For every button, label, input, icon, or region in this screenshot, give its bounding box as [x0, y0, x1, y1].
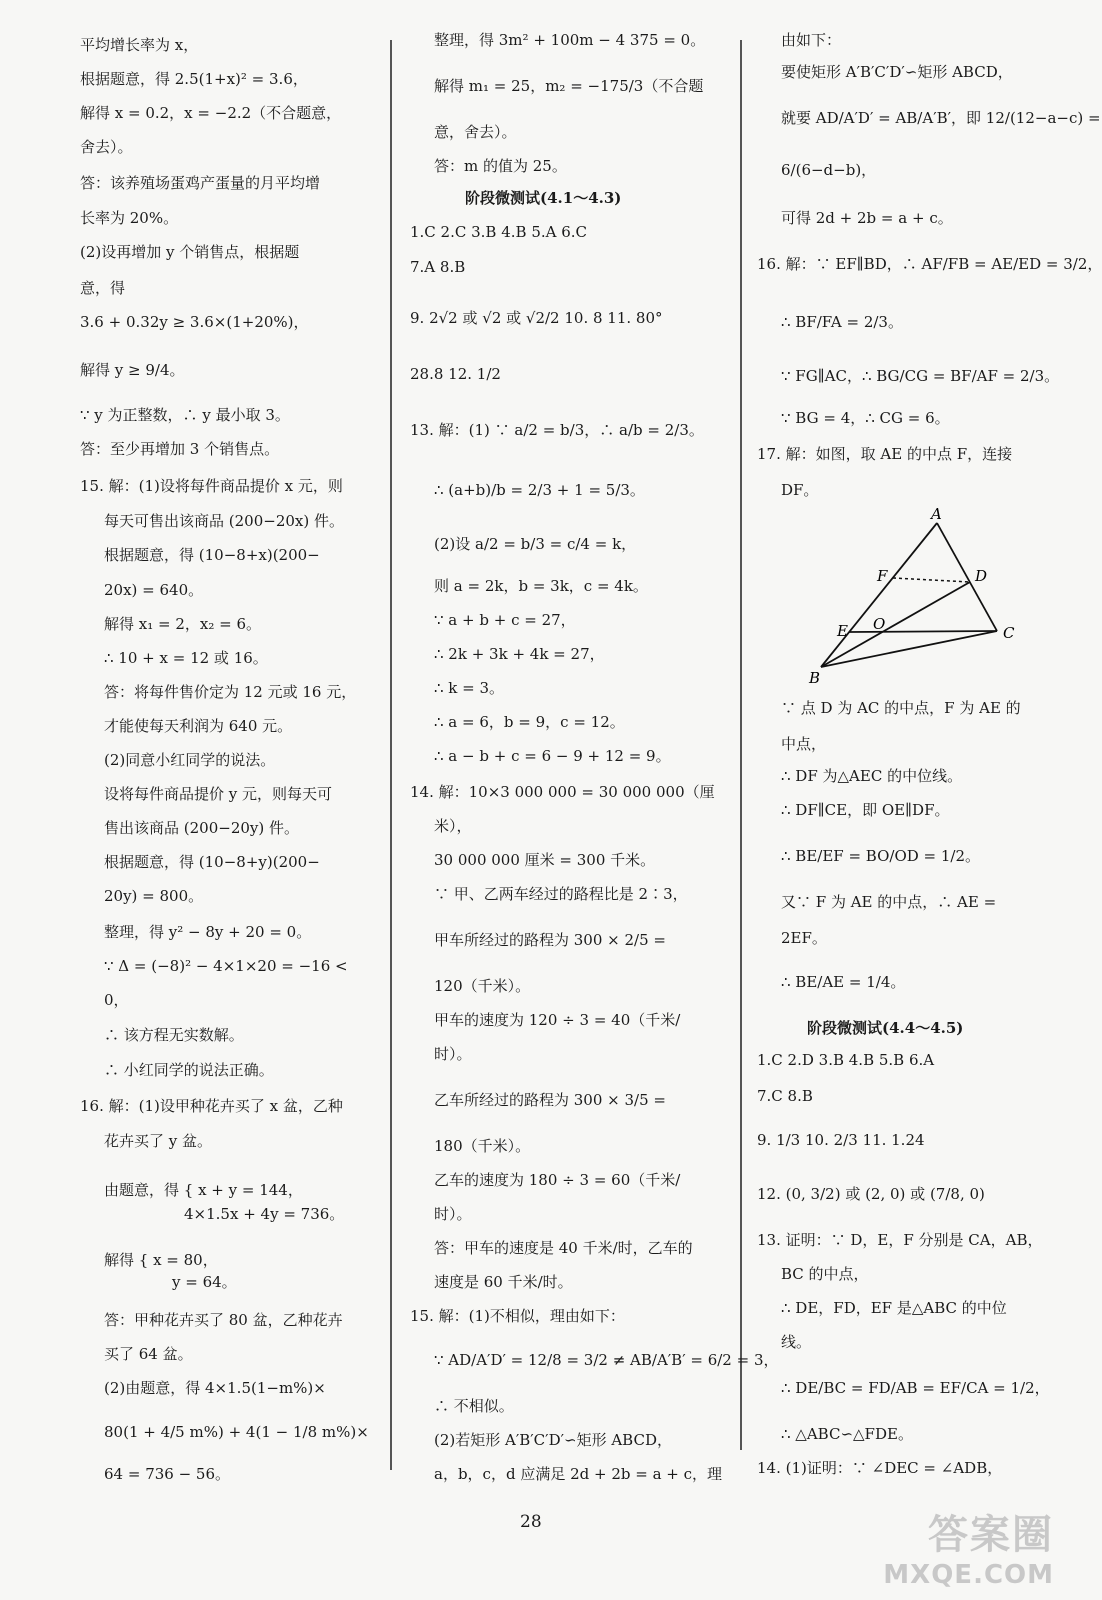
text-line: 才能使每天利润为 640 元。: [104, 717, 293, 735]
text-line: 速度是 60 千米/时。: [434, 1273, 573, 1291]
text-line: ∵ y 为正整数，∴ y 最小取 3。: [80, 406, 290, 424]
text-line: 时）。: [434, 1205, 472, 1223]
section-heading: 阶段微测试(4.1～4.3): [465, 189, 622, 207]
text-line: 售出该商品 (200−20y) 件。: [104, 819, 300, 837]
text-line: 64 = 736 − 56。: [104, 1465, 231, 1483]
segment-ab: [821, 523, 937, 667]
text-line: ∴ 该方程无实数解。: [104, 1026, 244, 1044]
text-line: 14. 解：10×3 000 000 = 30 000 000（厘: [410, 783, 715, 801]
text-line: 则 a = 2k，b = 3k，c = 4k。: [434, 577, 648, 595]
text-line: BC 的中点，: [781, 1265, 869, 1283]
text-line: 0，: [104, 991, 129, 1009]
text-line: 1.C 2.C 3.B 4.B 5.A 6.C: [410, 223, 588, 241]
text-line: 答：将每件售价定为 12 元或 16 元，: [104, 683, 357, 701]
text-line: 7.C 8.B: [757, 1087, 813, 1105]
text-line: ∴ a = 6，b = 9，c = 12。: [434, 713, 625, 731]
text-line: 20x) = 640。: [104, 581, 204, 599]
text-line: ∵ Δ = (−8)² − 4×1×20 = −16 <: [104, 957, 348, 975]
text-line: 3.6 + 0.32y ≥ 3.6×(1+20%)，: [80, 313, 309, 331]
text-line: y = 64。: [172, 1273, 237, 1291]
text-line: ∴ BF/FA = 2/3。: [781, 313, 903, 331]
segment-ac: [937, 523, 997, 631]
page-number: 28: [520, 1512, 542, 1532]
text-line: ∴ (a+b)/b = 2/3 + 1 = 5/3。: [434, 481, 645, 499]
text-line: 12. (0, 3/2) 或 (2, 0) 或 (7/8, 0): [757, 1185, 985, 1203]
text-line: ∴ 小红同学的说法正确。: [104, 1061, 274, 1079]
text-line: 答：该养殖场蛋鸡产蛋量的月平均增: [80, 174, 321, 192]
text-line: 解得 x = 0.2，x = −2.2（不合题意，: [80, 104, 342, 122]
text-line: 由题意，得 { x + y = 144，: [104, 1181, 303, 1199]
section-heading: 阶段微测试(4.4～4.5): [807, 1019, 964, 1037]
text-line: ∴ BE/AE = 1/4。: [781, 973, 906, 991]
text-line: 就要 AD/A′D′ = AB/A′B′，即 12/(12−a−c) =: [781, 109, 1101, 127]
text-line: 6/(6−d−b)，: [781, 161, 877, 179]
text-line: 根据题意，得 2.5(1+x)² = 3.6，: [80, 70, 308, 88]
text-line: 每天可售出该商品 (200−20x) 件。: [104, 512, 344, 530]
text-line: 又∵ F 为 AE 的中点，∴ AE =: [781, 893, 997, 911]
text-line: 花卉买了 y 盆。: [104, 1132, 213, 1150]
text-line: 买了 64 盆。: [104, 1345, 193, 1363]
text-line: 15. 解：(1)设将每件商品提价 x 元，则: [80, 477, 343, 495]
text-line: 28.8 12. 1/2: [410, 365, 501, 383]
column-divider-1: [390, 40, 392, 1470]
text-line: 解得 m₁ = 25，m₂ = −175/3（不合题: [434, 77, 704, 95]
text-line: (2)同意小红同学的说法。: [104, 751, 276, 769]
text-line: 可得 2d + 2b = a + c。: [781, 209, 953, 227]
watermark-logo: 答案圈: [928, 1512, 1054, 1558]
text-line: 80(1 + 4/5 m%) + 4(1 − 1/8 m%)×: [104, 1423, 369, 1441]
text-line: 120（千米）。: [434, 977, 531, 995]
text-line: 整理，得 3m² + 100m − 4 375 = 0。: [434, 31, 706, 49]
text-line: ∵ BG = 4，∴ CG = 6。: [781, 409, 950, 427]
text-line: 13. 证明：∵ D，E，F 分别是 CA，AB，: [757, 1231, 1043, 1249]
text-line: 由如下：: [781, 31, 842, 49]
text-line: 根据题意，得 (10−8+y)(200−: [104, 853, 320, 871]
text-line: 答：甲车的速度是 40 千米/时，乙车的: [434, 1239, 693, 1257]
text-line: 乙车所经过的路程为 300 × 3/5 =: [434, 1091, 666, 1109]
text-line: 14. (1)证明：∵ ∠DEC = ∠ADB，: [757, 1459, 1003, 1477]
text-line: a，b，c，d 应满足 2d + 2b = a + c，理: [434, 1465, 723, 1483]
text-line: 2EF。: [781, 929, 827, 947]
text-line: 设将每件商品提价 y 元，则每天可: [104, 785, 333, 803]
text-line: ∴ DF∥CE，即 OE∥DF。: [781, 801, 950, 819]
text-line: 答：甲种花卉买了 80 盆，乙种花卉: [104, 1311, 343, 1329]
text-line: 答：至少再增加 3 个销售点。: [80, 440, 280, 458]
column-divider-2: [740, 40, 742, 1450]
text-line: ∴ DE/BC = FD/AB = EF/CA = 1/2，: [781, 1379, 1050, 1397]
text-line: 20y) = 800。: [104, 887, 204, 905]
text-line: 180（千米）。: [434, 1137, 531, 1155]
label-f: F: [877, 567, 888, 585]
text-line: 1.C 2.D 3.B 4.B 5.B 6.A: [757, 1051, 935, 1069]
text-line: 9. 2√2 或 √2 或 √2/2 10. 8 11. 80°: [410, 309, 663, 327]
label-e: E: [837, 622, 848, 640]
text-line: 意，舍去）。: [434, 123, 517, 141]
text-line: 时）。: [434, 1045, 472, 1063]
text-line: 15. 解：(1)不相似，理由如下：: [410, 1307, 625, 1325]
text-line: ∴ 2k + 3k + 4k = 27，: [434, 645, 605, 663]
text-line: 要使矩形 A′B′C′D′∽矩形 ABCD，: [781, 63, 1013, 81]
geometry-figure: [807, 505, 1057, 695]
text-line: (2)若矩形 A′B′C′D′∽矩形 ABCD，: [434, 1431, 672, 1449]
text-line: ∴ 不相似。: [434, 1397, 514, 1415]
text-line: 7.A 8.B: [410, 258, 466, 276]
text-line: 9. 1/3 10. 2/3 11. 1.24: [757, 1131, 925, 1149]
text-line: ∵ a + b + c = 27，: [434, 611, 576, 629]
text-line: 意，得: [80, 279, 126, 297]
text-line: 米），: [434, 817, 472, 835]
text-line: 甲车所经过的路程为 300 × 2/5 =: [434, 931, 666, 949]
text-line: 长率为 20%。: [80, 209, 179, 227]
text-line: (2)设再增加 y 个销售点，根据题: [80, 243, 300, 261]
text-line: (2)设 a/2 = b/3 = c/4 = k，: [434, 535, 637, 553]
text-line: ∴ BE/EF = BO/OD = 1/2。: [781, 847, 981, 865]
text-line: ∴ DF 为△AEC 的中位线。: [781, 767, 963, 785]
text-line: 平均增长率为 x，: [80, 36, 199, 54]
label-d: D: [975, 567, 988, 585]
text-line: 中点，: [781, 735, 827, 753]
text-line: DF。: [781, 481, 819, 499]
segment-ec: [849, 631, 997, 632]
text-line: ∵ 点 D 为 AC 的中点，F 为 AE 的: [781, 699, 1021, 717]
text-line: ∴ DE，FD，EF 是△ABC 的中位: [781, 1299, 1007, 1317]
label-o: O: [873, 615, 886, 633]
watermark-url: MXQE.COM: [883, 1560, 1054, 1590]
text-line: ∵ 甲、乙两车经过的路程比是 2∶3，: [434, 885, 688, 903]
label-b: B: [809, 669, 821, 687]
text-line: ∴ 10 + x = 12 或 16。: [104, 649, 268, 667]
text-line: ∴ △ABC∽△FDE。: [781, 1425, 913, 1443]
text-line: 乙车的速度为 180 ÷ 3 = 60（千米/: [434, 1171, 681, 1189]
text-line: 解得 x₁ = 2，x₂ = 6。: [104, 615, 262, 633]
text-line: ∵ FG∥AC，∴ BG/CG = BF/AF = 2/3。: [781, 367, 1060, 385]
text-line: ∴ a − b + c = 6 − 9 + 12 = 9。: [434, 747, 671, 765]
text-line: 线。: [781, 1333, 812, 1351]
text-line: 30 000 000 厘米 = 300 千米。: [434, 851, 656, 869]
text-line: 解得 { x = 80，: [104, 1251, 218, 1269]
text-line: 整理，得 y² − 8y + 20 = 0。: [104, 923, 312, 941]
text-line: 根据题意，得 (10−8+x)(200−: [104, 546, 320, 564]
text-line: 16. 解：∵ EF∥BD，∴ AF/FB = AE/ED = 3/2，: [757, 255, 1102, 273]
text-line: 16. 解：(1)设甲种花卉买了 x 盆，乙种: [80, 1097, 343, 1115]
text-line: 甲车的速度为 120 ÷ 3 = 40（千米/: [434, 1011, 681, 1029]
label-c: C: [1003, 624, 1015, 642]
watermark: [883, 1503, 1054, 1590]
text-line: 13. 解：(1) ∵ a/2 = b/3，∴ a/b = 2/3。: [410, 421, 704, 439]
text-line: 舍去）。: [80, 138, 133, 156]
label-a: A: [931, 505, 942, 523]
text-line: ∴ k = 3。: [434, 679, 505, 697]
text-line: 4×1.5x + 4y = 736。: [184, 1205, 345, 1223]
text-line: ∵ AD/A′D′ = 12/8 = 3/2 ≠ AB/A′B′ = 6/2 = 3，: [434, 1351, 779, 1369]
text-line: 解得 y ≥ 9/4。: [80, 361, 185, 379]
text-line: 17. 解：如图，取 AE 的中点 F，连接: [757, 445, 1013, 463]
segment-fd: [893, 578, 970, 582]
text-line: 答：m 的值为 25。: [434, 157, 567, 175]
text-line: (2)由题意，得 4×1.5(1−m%)×: [104, 1379, 326, 1397]
